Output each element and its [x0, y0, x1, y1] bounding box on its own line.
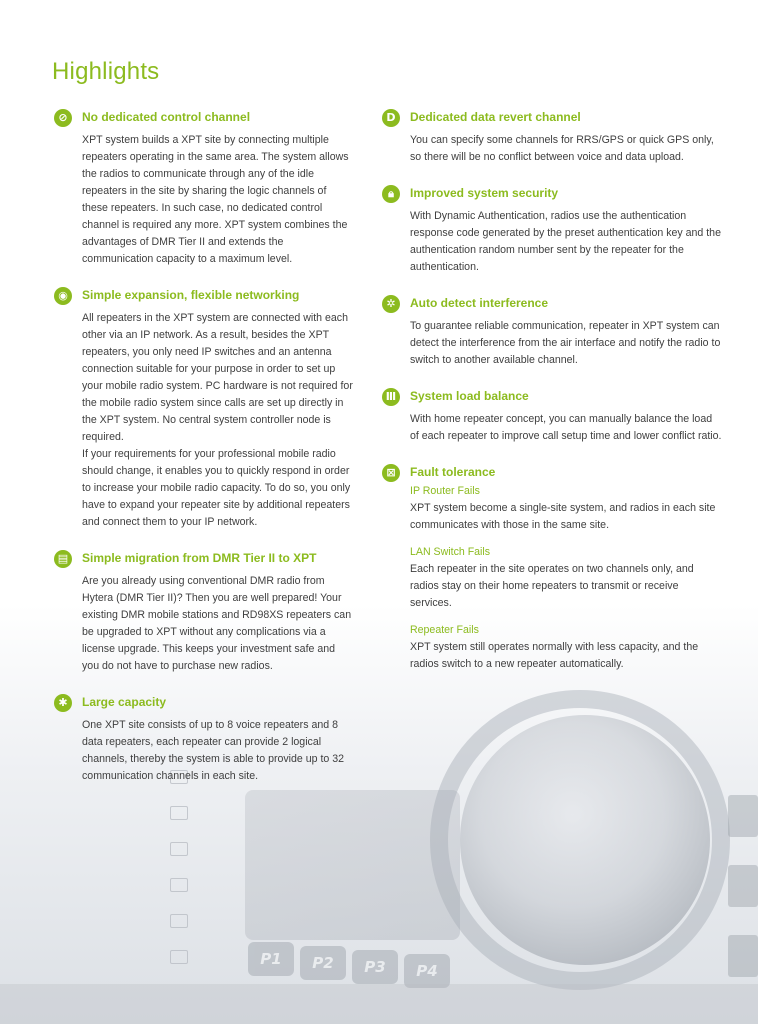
- section-title: Improved system security: [410, 186, 559, 200]
- background-bottom-bar: [0, 984, 758, 1024]
- fault-tolerance-icon: ⊠: [382, 464, 400, 482]
- section-body: With home repeater concept, you can manually balance the load of each repeater to improve call setup time and lower conflict ratio.: [410, 413, 722, 442]
- section-body: Each repeater in the site operates on two channels only, and radios stay on their home repeaters to transmit or receive services.: [410, 563, 694, 609]
- network-expansion-icon: ◉: [54, 287, 72, 305]
- lock-icon: 🔒︎: [382, 185, 400, 203]
- load-balance-icon: Ⅲ: [382, 388, 400, 406]
- section-body: XPT system still operates normally with less capacity, and the radios switch to a new repeater automatically.: [410, 641, 699, 670]
- section-fault-tolerance: [382, 463, 722, 673]
- migration-icon: ▤: [54, 550, 72, 568]
- interference-icon: ✲: [382, 295, 400, 313]
- background-side-key: [728, 795, 758, 837]
- capacity-icon: ✱: [54, 694, 72, 712]
- page-title: Highlights: [52, 58, 160, 85]
- background-side-key: [728, 935, 758, 977]
- section-body: One XPT site consists of up to 8 voice repeaters and 8 data repeaters, each repeater can provide 2 logical channels, thereby the system is able to provide up to 32 communication channels in each site.: [82, 719, 345, 782]
- left-column: [54, 108, 354, 785]
- background-knob: [460, 715, 710, 965]
- section-body: All repeaters in the XPT system are connected with each other via an IP network. As a result, besides the XPT repeaters, you only need IP switches and an antenna connection suitable for your purpose in order to set up your mobile radio system. PC hardware is not required for the mobile radio system since calls are set up directly in the XPT system. No central system controller node is required.: [82, 312, 353, 443]
- section-title: Auto detect interference: [410, 296, 549, 310]
- section-body: You can specify some channels for RRS/GPS or quick GPS only, so there will be no conflict between voice and data upload.: [410, 134, 714, 163]
- section-body: To guarantee reliable communication, repeater in XPT system can detect the interference from the air interface and notify the radio to switch to another available channel.: [410, 320, 721, 366]
- section-load-balance: [382, 387, 722, 445]
- section-system-security: [382, 184, 722, 276]
- subheading-ip-router-fails: IP Router Fails: [410, 485, 480, 497]
- section-title: No dedicated control channel: [82, 110, 251, 124]
- right-column: [382, 108, 722, 673]
- background-radio-display: [245, 790, 460, 940]
- section-body: XPT system builds a XPT site by connecting multiple repeaters operating in the same area. The system allows the radios to communicate through any of the idle repeaters in the site by sharing the logic channels of these repeaters. In such case, no dedicated control channel is required any more. XPT system combines the advantages of DMR Tier II and extends the communication capacity to a maximum level.: [82, 134, 349, 265]
- subheading-lan-switch-fails: LAN Switch Fails: [410, 546, 491, 558]
- section-title: System load balance: [410, 389, 529, 403]
- section-body: XPT system become a single-site system, and radios in each site communicates with those in the same site.: [410, 502, 716, 531]
- section-title: Fault tolerance: [410, 465, 496, 479]
- section-large-capacity: [54, 693, 354, 785]
- section-title: Dedicated data revert channel: [410, 110, 581, 124]
- section-body: Are you already using conventional DMR radio from Hytera (DMR Tier II)? Then you are well prepared! Your existing DMR mobile stations and RD98XS repeaters can be upgraded to XPT without any complications via a license upgrade. This keeps your investment safe and you do not have to purchase new radios.: [82, 575, 352, 672]
- no-control-channel-icon: ⊘: [54, 109, 72, 127]
- section-simple-migration: [54, 549, 354, 675]
- background-led-column: [170, 770, 190, 960]
- data-channel-icon: D: [382, 109, 400, 127]
- section-title: Simple migration from DMR Tier II to XPT: [82, 551, 317, 565]
- section-title: Simple expansion, flexible networking: [82, 288, 300, 302]
- section-title: Large capacity: [82, 695, 167, 709]
- background-side-key: [728, 865, 758, 907]
- section-auto-detect-interference: [382, 294, 722, 369]
- section-no-control-channel: [54, 108, 354, 268]
- subheading-repeater-fails: Repeater Fails: [410, 624, 479, 636]
- section-body: With Dynamic Authentication, radios use the authentication response code generated by the preset authentication key and the authentication random number sent by the repeater for the authentication.: [410, 210, 721, 273]
- background-p4-button: P4: [404, 954, 450, 988]
- background-p3-button: P3: [352, 950, 398, 984]
- section-simple-expansion: [54, 286, 354, 531]
- background-p1-button: P1: [248, 942, 294, 976]
- background-p2-button: P2: [300, 946, 346, 980]
- section-body-continued: If your requirements for your professional mobile radio should change, it enables you to quickly respond in order to increase your mobile radio capacity. To do so, you only have to expand your repeater site by additional repeaters and connect them to your IP network.: [82, 448, 351, 528]
- section-data-revert-channel: [382, 108, 722, 166]
